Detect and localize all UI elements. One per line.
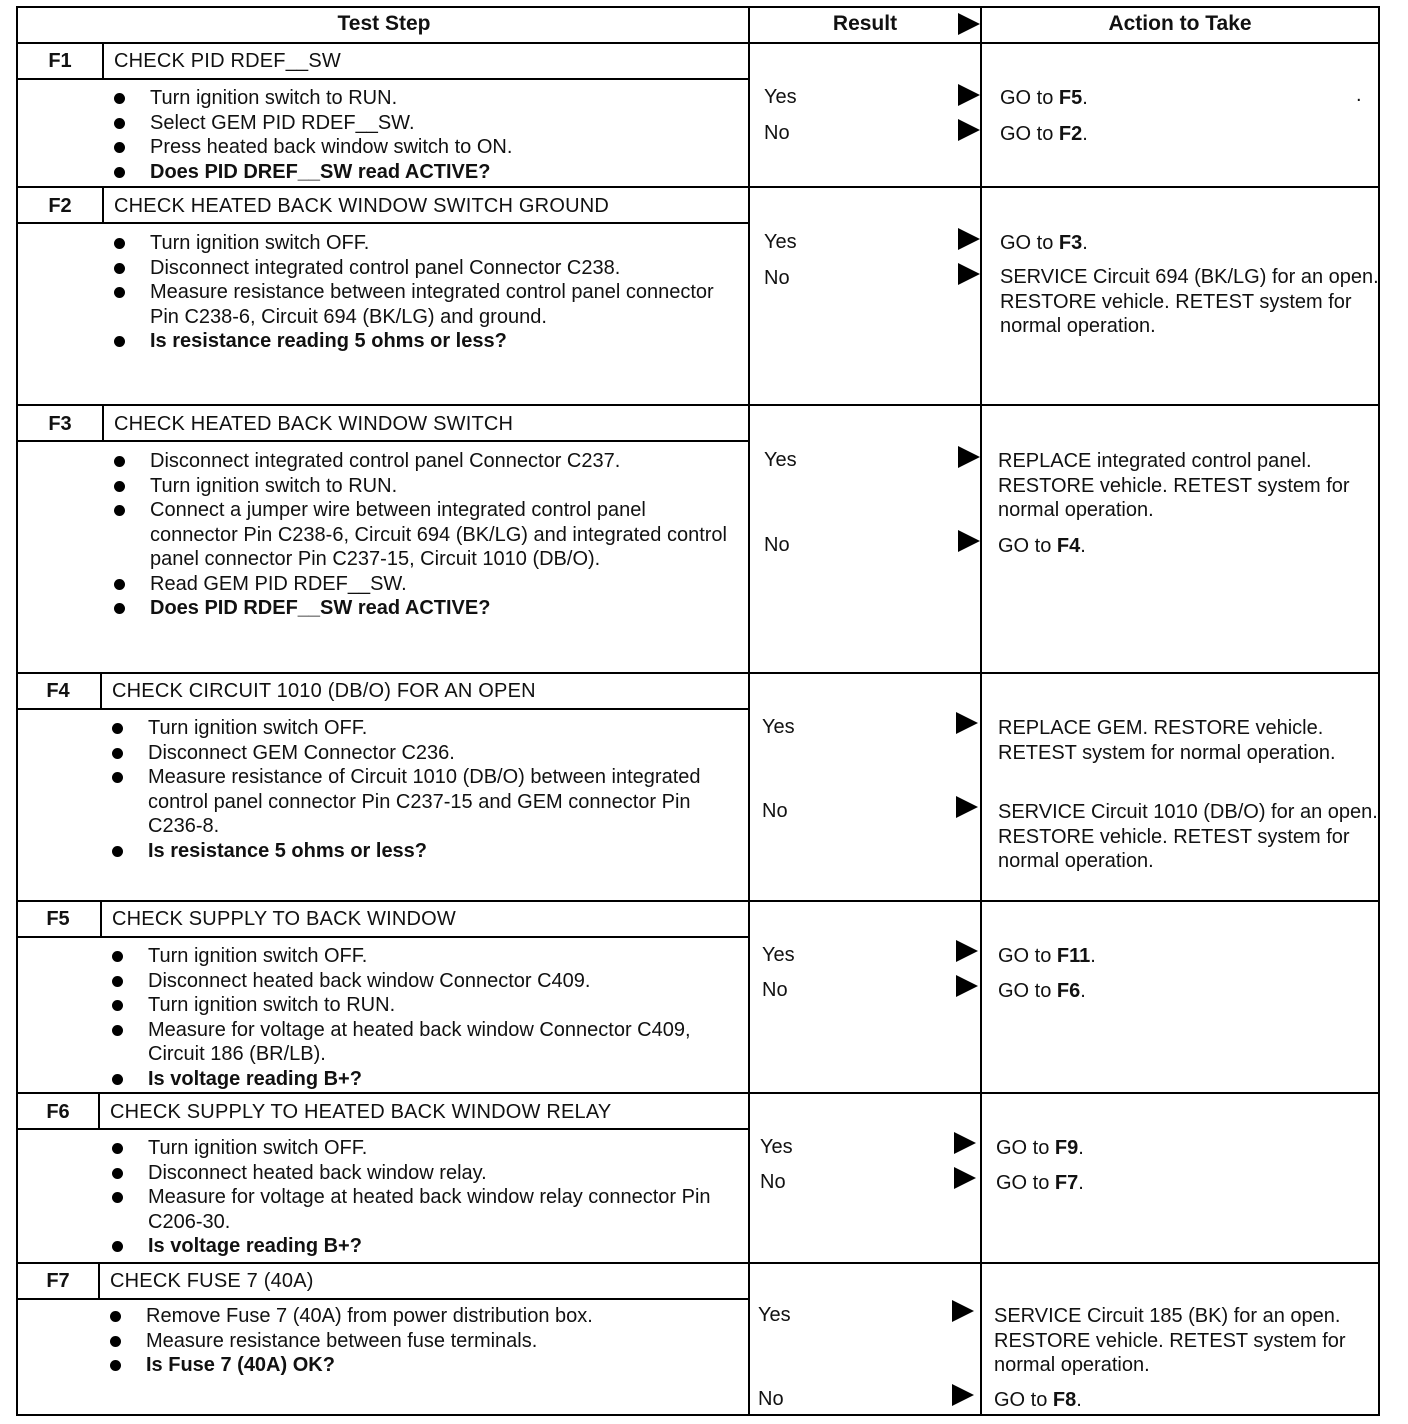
- id-divider: [102, 404, 104, 442]
- title-divider: [18, 1298, 750, 1300]
- step-question: Is voltage reading B+?: [112, 1067, 732, 1092]
- action-yes: REPLACE GEM. RESTORE vehicle. RETEST system for normal operation.: [998, 717, 1336, 764]
- step-instructions: [112, 716, 732, 863]
- instruction: Press heated back window switch to ON.: [114, 135, 734, 160]
- action-no: GO to F2.: [1000, 123, 1088, 145]
- step-question: Is resistance reading 5 ohms or less?: [114, 329, 734, 354]
- result-no: No: [762, 800, 788, 822]
- instruction: Measure for voltage at heated back window Connector C409, Circuit 186 (BR/LB).: [112, 1018, 732, 1067]
- step-instructions: [114, 449, 734, 621]
- row-divider: [18, 1092, 1378, 1094]
- id-divider: [98, 1092, 100, 1130]
- title-divider: [18, 222, 750, 224]
- id-divider: [102, 42, 104, 80]
- arrow-icon: [958, 119, 980, 141]
- result-no: No: [764, 122, 790, 144]
- instruction: Disconnect integrated control panel Connector C237.: [114, 449, 734, 474]
- header-result: Result: [832, 12, 898, 35]
- step-id: F1: [48, 50, 72, 72]
- instruction: Turn ignition switch to RUN.: [112, 993, 732, 1018]
- step-instructions: [112, 1136, 732, 1259]
- step-id: F6: [46, 1101, 70, 1123]
- action-no: SERVICE Circuit 1010 (DB/O) for an open. RESTORE vehicle. RETEST system for normal operation.: [998, 801, 1378, 872]
- step-title: CHECK HEATED BACK WINDOW SWITCH GROUND: [114, 195, 610, 217]
- instruction: Disconnect heated back window relay.: [112, 1161, 732, 1186]
- instruction: Remove Fuse 7 (40A) from power distribution box.: [110, 1304, 730, 1329]
- title-divider: [18, 708, 750, 710]
- arrow-icon: [958, 84, 980, 106]
- arrow-icon: [954, 1132, 976, 1154]
- header-test-step: Test Step: [337, 12, 431, 35]
- title-divider: [18, 440, 750, 442]
- step-instructions: [112, 944, 732, 1091]
- result-no: No: [762, 979, 788, 1001]
- result-no: No: [764, 534, 790, 556]
- header-divider: [18, 42, 1378, 44]
- result-no: No: [764, 267, 790, 289]
- arrow-icon: [956, 712, 978, 734]
- step-id: F4: [46, 680, 70, 702]
- instruction: Turn ignition switch OFF.: [114, 231, 734, 256]
- col-divider-action: [980, 8, 982, 1414]
- action-yes: GO to F11.: [998, 945, 1096, 967]
- arrow-icon: [956, 975, 978, 997]
- id-divider: [100, 672, 102, 710]
- col-divider-result: [748, 8, 750, 1414]
- id-divider: [100, 900, 102, 938]
- result-yes: Yes: [760, 1136, 793, 1158]
- instruction: Connect a jumper wire between integrated control panel connector Pin C238-6, Circuit 694 (BK/LG) and integrated control panel connector Pin C237-15, Circuit 1010 (DB/O).: [114, 498, 734, 572]
- result-yes: Yes: [758, 1304, 791, 1326]
- arrow-icon: [958, 263, 980, 285]
- result-yes: Yes: [764, 449, 797, 471]
- instruction: Turn ignition switch OFF.: [112, 944, 732, 969]
- action-no: GO to F8.: [994, 1389, 1082, 1411]
- instruction: Disconnect GEM Connector C236.: [112, 741, 732, 766]
- arrow-icon: [956, 940, 978, 962]
- result-no: No: [758, 1388, 784, 1410]
- arrow-icon: [956, 796, 978, 818]
- action-yes: SERVICE Circuit 185 (BK) for an open. RESTORE vehicle. RETEST system for normal operation.: [994, 1305, 1346, 1376]
- title-divider: [18, 936, 750, 938]
- step-question: Is voltage reading B+?: [112, 1234, 732, 1259]
- arrow-icon: [958, 228, 980, 250]
- title-divider: [18, 78, 750, 80]
- step-id: F5: [46, 908, 70, 930]
- id-divider: [98, 1262, 100, 1300]
- header-arrow-icon: [958, 13, 980, 35]
- row-divider: [18, 186, 1378, 188]
- header-action: Action to Take: [1108, 12, 1252, 35]
- result-yes: Yes: [764, 86, 797, 108]
- instruction: Measure resistance of Circuit 1010 (DB/O) between integrated control panel connector Pin C237-15 and GEM connector Pin C236-8.: [112, 765, 732, 839]
- id-divider: [102, 186, 104, 224]
- instruction: Disconnect heated back window Connector C409.: [112, 969, 732, 994]
- step-title: CHECK HEATED BACK WINDOW SWITCH: [114, 413, 514, 435]
- diagnostic-table: [16, 6, 1380, 1416]
- step-question: Is resistance 5 ohms or less?: [112, 839, 732, 864]
- action-no: SERVICE Circuit 694 (BK/LG) for an open. RESTORE vehicle. RETEST system for normal operation.: [1000, 266, 1379, 337]
- action-no: GO to F4.: [998, 535, 1086, 557]
- result-no: No: [760, 1171, 786, 1193]
- instruction: Turn ignition switch OFF.: [112, 716, 732, 741]
- step-id: F7: [46, 1270, 70, 1292]
- stray-mark: .: [1356, 84, 1362, 106]
- action-yes: GO to F9.: [996, 1137, 1084, 1159]
- step-title: CHECK CIRCUIT 1010 (DB/O) FOR AN OPEN: [112, 680, 536, 702]
- action-yes: GO to F5.: [1000, 87, 1088, 109]
- step-instructions: [114, 231, 734, 354]
- row-divider: [18, 672, 1378, 674]
- step-question: Does PID DREF__SW read ACTIVE?: [114, 160, 734, 185]
- step-title: CHECK SUPPLY TO BACK WINDOW: [112, 908, 456, 930]
- result-yes: Yes: [762, 944, 795, 966]
- arrow-icon: [952, 1384, 974, 1406]
- step-instructions: [114, 86, 734, 184]
- instruction: Measure resistance between integrated control panel connector Pin C238-6, Circuit 694 (BK/LG) and ground.: [114, 280, 734, 329]
- step-question: Does PID RDEF__SW read ACTIVE?: [114, 596, 734, 621]
- arrow-icon: [952, 1300, 974, 1322]
- instruction: Turn ignition switch OFF.: [112, 1136, 732, 1161]
- row-divider: [18, 900, 1378, 902]
- instruction: Turn ignition switch to RUN.: [114, 474, 734, 499]
- action-no: GO to F6.: [998, 980, 1086, 1002]
- action-yes: REPLACE integrated control panel. RESTORE vehicle. RETEST system for normal operation.: [998, 450, 1350, 521]
- step-id: F2: [48, 195, 72, 217]
- step-title: CHECK FUSE 7 (40A): [110, 1270, 314, 1292]
- instruction: Disconnect integrated control panel Connector C238.: [114, 256, 734, 281]
- instruction: Measure for voltage at heated back window relay connector Pin C206-30.: [112, 1185, 732, 1234]
- arrow-icon: [958, 530, 980, 552]
- result-yes: Yes: [762, 716, 795, 738]
- step-id: F3: [48, 413, 72, 435]
- row-divider: [18, 404, 1378, 406]
- step-question: Is Fuse 7 (40A) OK?: [110, 1353, 730, 1378]
- instruction: Select GEM PID RDEF__SW.: [114, 111, 734, 136]
- step-title: CHECK SUPPLY TO HEATED BACK WINDOW RELAY: [110, 1101, 612, 1123]
- instruction: Read GEM PID RDEF__SW.: [114, 572, 734, 597]
- arrow-icon: [954, 1167, 976, 1189]
- instruction: Turn ignition switch to RUN.: [114, 86, 734, 111]
- instruction: Measure resistance between fuse terminals.: [110, 1329, 730, 1354]
- title-divider: [18, 1128, 750, 1130]
- action-yes: GO to F3.: [1000, 232, 1088, 254]
- result-yes: Yes: [764, 231, 797, 253]
- arrow-icon: [958, 446, 980, 468]
- row-divider: [18, 1262, 1378, 1264]
- step-instructions: [110, 1304, 730, 1378]
- action-no: GO to F7.: [996, 1172, 1084, 1194]
- step-title: CHECK PID RDEF__SW: [114, 50, 341, 72]
